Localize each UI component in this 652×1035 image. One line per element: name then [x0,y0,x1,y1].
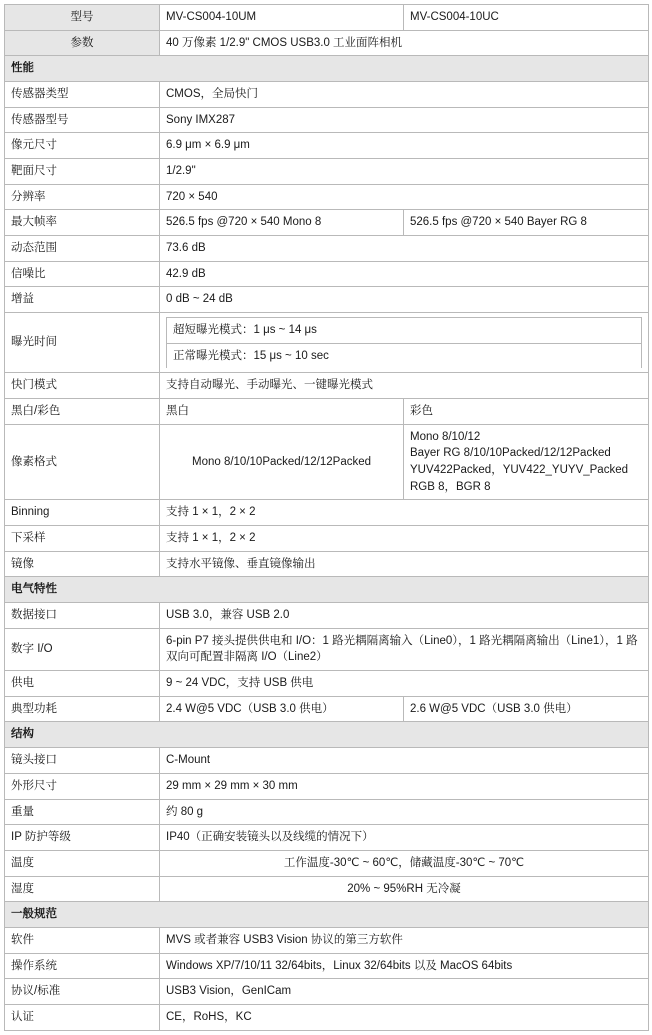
row-label: Binning [5,500,160,526]
row-value: 约 80 g [160,799,649,825]
row-label: 镜头接口 [5,748,160,774]
model-color-value: MV-CS004-10UC [404,5,649,31]
row-value-mono: 526.5 fps @720 × 540 Mono 8 [160,210,404,236]
section-title: 性能 [5,56,649,82]
row-value-mono: 黑白 [160,399,404,425]
table-row-pixel-size [5,133,649,159]
table-row-max-frame-rate [5,210,649,236]
row-label: 快门模式 [5,373,160,399]
row-label: 温度 [5,850,160,876]
section-title: 一般规范 [5,902,649,928]
row-value-color: 2.6 W@5 VDC（USB 3.0 供电） [404,696,649,722]
row-label: 协议/标准 [5,979,160,1005]
row-label: 像素格式 [5,424,160,500]
exposure-row-short [167,318,642,344]
section-title: 电气特性 [5,577,649,603]
exposure-subtable [166,317,642,368]
section-header-performance [5,56,649,82]
specification-table [4,4,649,1031]
section-header-general [5,902,649,928]
table-row-binning [5,500,649,526]
row-label: IP 防护等级 [5,825,160,851]
row-value: 20% ~ 95%RH 无冷凝 [160,876,649,902]
table-row-sensor-model [5,107,649,133]
table-row-data-interface [5,603,649,629]
parameter-label: 参数 [5,30,160,56]
table-row-software [5,927,649,953]
table-row-certification [5,1004,649,1030]
table-row-ip-rating [5,825,649,851]
section-header-electrical [5,577,649,603]
table-row-weight [5,799,649,825]
row-label: 动态范围 [5,236,160,262]
row-value: Sony IMX287 [160,107,649,133]
row-value: IP40（正确安装镜头以及线缆的情况下） [160,825,649,851]
table-body [5,5,649,1031]
row-value: 73.6 dB [160,236,649,262]
table-row-operating-system [5,953,649,979]
row-label: 像元尺寸 [5,133,160,159]
row-value: 支持 1 × 1，2 × 2 [160,526,649,552]
row-label: 外形尺寸 [5,773,160,799]
row-value-mono: Mono 8/10/10Packed/12/12Packed [160,424,404,500]
row-value: 支持自动曝光、手动曝光、一键曝光模式 [160,373,649,399]
pixel-format-line: Bayer RG 8/10/10Packed/12/12Packed [410,447,611,460]
table-row-shutter-mode [5,373,649,399]
row-label: 传感器类型 [5,82,160,108]
row-value: 支持 1 × 1，2 × 2 [160,500,649,526]
row-label: 操作系统 [5,953,160,979]
table-row-protocol-standard [5,979,649,1005]
table-row-decimation [5,526,649,552]
row-label: 增益 [5,287,160,313]
table-row-humidity [5,876,649,902]
row-value-color [404,424,649,500]
row-value: 支持水平镜像、垂直镜像输出 [160,551,649,577]
row-value: CE，RoHS，KC [160,1004,649,1030]
table-row-exposure-time [5,313,649,373]
row-label: 湿度 [5,876,160,902]
row-value-mono: 2.4 W@5 VDC（USB 3.0 供电） [160,696,404,722]
row-value: 6.9 μm × 6.9 μm [160,133,649,159]
table-row-parameter [5,30,649,56]
exposure-short-text: 超短曝光模式：1 μs ~ 14 μs [167,318,642,344]
table-row-mono-color [5,399,649,425]
row-label: 传感器型号 [5,107,160,133]
table-row-power-supply [5,671,649,697]
table-row-pixel-format [5,424,649,500]
row-value-color: 彩色 [404,399,649,425]
table-row-temperature [5,850,649,876]
table-row-lens-mount [5,748,649,774]
table-row-snr [5,261,649,287]
table-row-digital-io [5,628,649,670]
table-row-resolution [5,184,649,210]
pixel-format-line: YUV422Packed，YUV422_YUYV_Packed [410,464,628,477]
exposure-row-normal [167,343,642,368]
model-mono-value: MV-CS004-10UM [160,5,404,31]
table-row-sensor-format [5,159,649,185]
row-label: 曝光时间 [5,313,160,373]
pixel-format-line: Mono 8/10/12 [410,430,481,443]
table-row-model [5,5,649,31]
row-label: 分辨率 [5,184,160,210]
row-label: 重量 [5,799,160,825]
row-label: 数字 I/O [5,628,160,670]
row-label: 数据接口 [5,603,160,629]
row-label: 靶面尺寸 [5,159,160,185]
pixel-format-line: RGB 8，BGR 8 [410,480,491,493]
row-label: 典型功耗 [5,696,160,722]
table-row-typical-power [5,696,649,722]
row-label: 信噪比 [5,261,160,287]
row-value: 9 ~ 24 VDC，支持 USB 供电 [160,671,649,697]
table-row-dynamic-range [5,236,649,262]
row-value: C-Mount [160,748,649,774]
row-label: 黑白/彩色 [5,399,160,425]
row-value [160,313,649,373]
row-value: 工作温度-30℃ ~ 60℃，储藏温度-30℃ ~ 70℃ [160,850,649,876]
row-value: CMOS，全局快门 [160,82,649,108]
exposure-normal-text: 正常曝光模式：15 μs ~ 10 sec [167,343,642,368]
row-label: 下采样 [5,526,160,552]
table-row-mirror [5,551,649,577]
row-label: 软件 [5,927,160,953]
parameter-value: 40 万像素 1/2.9" CMOS USB3.0 工业面阵相机 [160,30,649,56]
row-value: 29 mm × 29 mm × 30 mm [160,773,649,799]
row-value-color: 526.5 fps @720 × 540 Bayer RG 8 [404,210,649,236]
table-row-sensor-type [5,82,649,108]
row-value: Windows XP/7/10/11 32/64bits，Linux 32/64bits 以及 MacOS 64bits [160,953,649,979]
row-label: 镜像 [5,551,160,577]
table-row-dimensions [5,773,649,799]
row-label: 供电 [5,671,160,697]
row-value: 6-pin P7 接头提供供电和 I/O：1 路光耦隔离输入（Line0），1 路光耦隔离输出（Line1），1 路双向可配置非隔离 I/O（Line2） [160,628,649,670]
table-row-gain [5,287,649,313]
row-value: 720 × 540 [160,184,649,210]
row-value: MVS 或者兼容 USB3 Vision 协议的第三方软件 [160,927,649,953]
row-value: USB3 Vision，GenICam [160,979,649,1005]
row-value: 1/2.9" [160,159,649,185]
row-value: 0 dB ~ 24 dB [160,287,649,313]
row-label: 认证 [5,1004,160,1030]
section-title: 结构 [5,722,649,748]
section-header-structure [5,722,649,748]
row-value: USB 3.0，兼容 USB 2.0 [160,603,649,629]
model-label: 型号 [5,5,160,31]
row-label: 最大帧率 [5,210,160,236]
row-value: 42.9 dB [160,261,649,287]
